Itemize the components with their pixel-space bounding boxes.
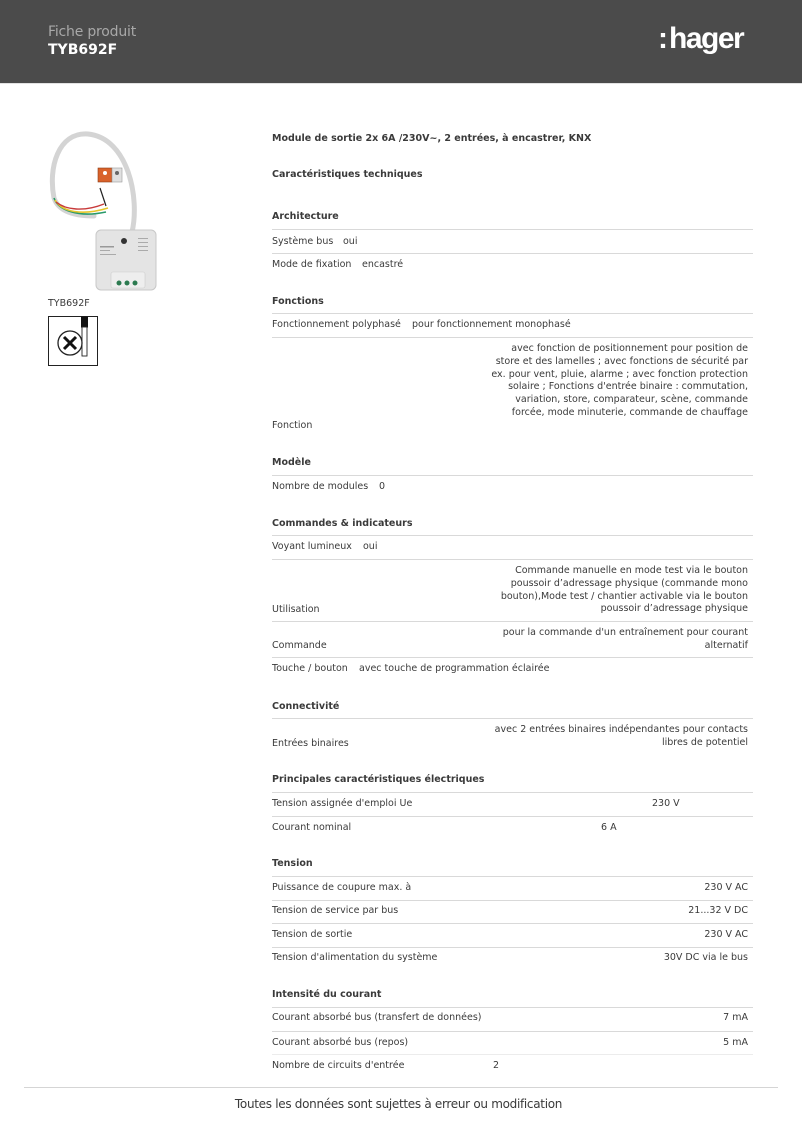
spec-row [272,1054,753,1078]
product-description: Module de sortie 2x 6A /230V~, 2 entrées, à encastrer, KNX [272,133,592,144]
spec-label: Tension assignée d'emploi Ue [272,798,413,809]
spec-label: Mode de fixation [272,259,352,270]
section-connectivite-title: Connectivité [272,701,340,712]
spec-row [272,475,753,499]
spec-value: 230 V AC [704,929,748,940]
spec-label: Commande [272,640,327,651]
spec-value: 30V DC via le bus [663,952,748,963]
tech-specs-heading: Caractéristiques techniques [272,169,423,180]
spec-value: 5 mA [723,1037,748,1048]
spec-label: Fonctionnement polyphasé [272,319,401,330]
spec-value: avec fonction de positionnement pour position de store et des lamelles ; avec fonctions de sécurité par ex. pour vent, pluie, alarme ; avec fonction protection solaire ; Fonctions d'entrée binaire : commutation, variation, store, comparateur, scène, commande forcée, mode minuterie, commande de chauffage [491,343,748,418]
flush-mount-icon [48,316,98,366]
spec-row [272,253,753,277]
spec-label: Nombre de modules [272,481,369,492]
footer-disclaimer: Toutes les données sont sujettes à erreur ou modification [234,1097,563,1111]
spec-row [272,1007,753,1031]
spec-value: 230 V [652,798,680,809]
spec-label: Tension de sortie [272,929,353,940]
spec-value: 230 V AC [704,882,748,893]
spec-value: Commande manuelle en mode test via le bouton poussoir d’adressage physique (commande mono bouton),Mode test / chantier activable via le bouton poussoir d’adressage physique [500,565,748,615]
spec-row [272,229,753,253]
spec-row [272,876,753,900]
footer-divider [24,1087,778,1088]
section-tension-title: Tension [272,858,313,869]
header-subtitle: Fiche produit [48,24,136,40]
spec-label: Courant absorbé bus (repos) [272,1037,409,1048]
spec-label: Courant nominal [272,822,352,833]
spec-label: Fonction [272,420,313,431]
spec-value: 7 mA [723,1012,748,1023]
spec-label: Tension de service par bus [272,905,399,916]
spec-row [272,923,753,947]
spec-value: 6 A [601,822,617,833]
spec-value: oui [343,236,358,247]
spec-row [272,792,753,816]
section-architecture-title: Architecture [272,211,339,222]
spec-label: Nombre de circuits d'entrée [272,1060,405,1071]
header-product-code: TYB692F [48,42,118,58]
spec-label: Puissance de coupure max. à [272,882,412,893]
spec-row [272,900,753,924]
product-image-caption: TYB692F [48,298,90,309]
product-image-panel [48,128,248,302]
spec-row [272,559,753,621]
spec-value: oui [363,541,378,552]
spec-value: pour la commande d'un entraînement pour courant alternatif [502,627,748,651]
product-photo [48,128,163,298]
spec-label: Entrées binaires [272,738,349,749]
spec-label: Système bus [272,236,334,247]
spec-value: 0 [379,481,386,492]
spec-label: Voyant lumineux [272,541,352,552]
spec-row [272,1031,753,1055]
spec-value: avec 2 entrées binaires indépendantes pour contacts libres de potentiel [494,724,748,748]
spec-value: avec touche de programmation éclairée [359,663,550,674]
spec-value: 2 [493,1060,500,1071]
section-intensite-title: Intensité du courant [272,989,382,1000]
spec-row [272,718,753,754]
section-electriques-title: Principales caractéristiques électriques [272,774,485,785]
section-fonctions-title: Fonctions [272,296,324,307]
spec-row [272,535,753,559]
hager-logo: :hager [658,22,744,55]
spec-label: Touche / bouton [272,663,348,674]
spec-row [272,947,753,971]
spec-label: Courant absorbé bus (transfert de données) [272,1012,482,1023]
spec-row [272,657,753,681]
spec-row [272,313,753,337]
section-commandes-title: Commandes & indicateurs [272,518,413,529]
spec-value: pour fonctionnement monophasé [412,319,571,330]
spec-value: encastré [362,259,404,270]
spec-value: 21...32 V DC [688,905,748,916]
spec-row [272,816,753,840]
section-modele-title: Modèle [272,457,311,468]
spec-label: Tension d'alimentation du système [272,952,438,963]
spec-row [272,337,753,437]
page-header [0,0,802,84]
spec-row [272,621,753,657]
spec-label: Utilisation [272,604,320,615]
